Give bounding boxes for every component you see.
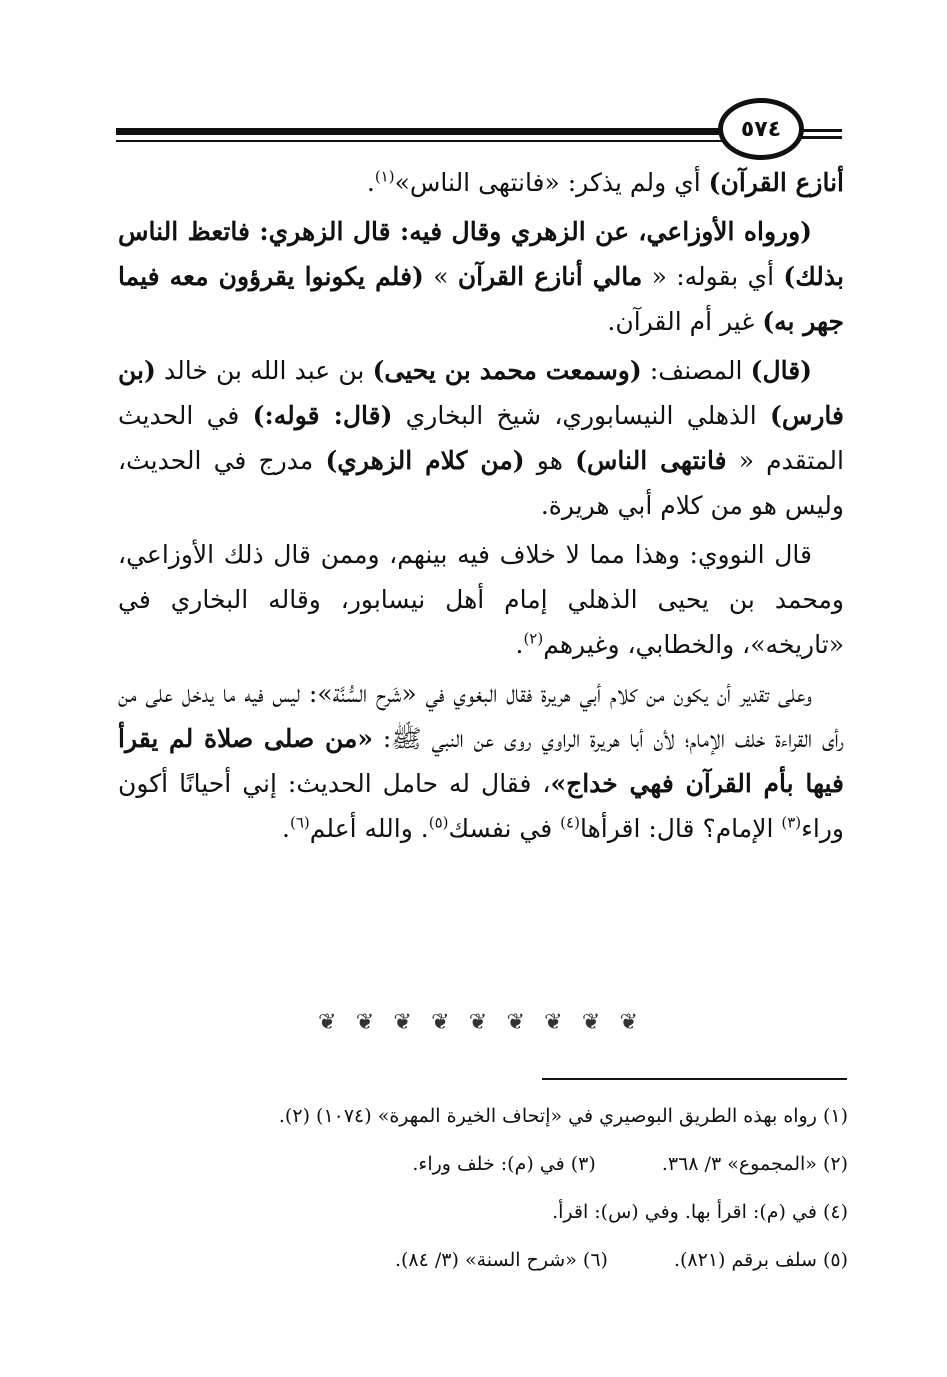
footnote-4: (٤) في (م): اقرأ بها. وفي (س): اقرأ.: [552, 1201, 848, 1223]
bold-segment: (ورواه الأوزاعي، عن الزهري وقال فيه: قال الزهري: فاتعظ الناس بذلك): [118, 217, 844, 291]
text-segment: مدرج في الحديث، وليس هو من كلام أبي هريرة.: [118, 446, 844, 520]
text-segment: بن عبد الله بن خالد: [155, 356, 373, 385]
bold-segment: مالي أنازع القرآن: [457, 262, 643, 291]
paragraph-4: [118, 532, 844, 667]
footnote-row: [180, 1092, 848, 1140]
text-segment: قال النووي: وهذا مما لا خلاف فيه بينهم، وممن قال ذلك الأوزاعي، ومحمد بن يحيى الذهلي إمام أهل نيسابور، وقاله البخاري في «تاريخه»، والخطابي، وغيرهم: [118, 540, 844, 659]
text-segment: »: [423, 262, 458, 291]
text-segment: الذهلي النيسابوري، شيخ البخاري: [392, 401, 771, 430]
text-segment: هو: [524, 446, 576, 475]
text-segment: أي بقوله: «: [642, 262, 784, 291]
paragraph-3: [118, 348, 844, 528]
ornament-icon: ❦: [431, 1009, 450, 1035]
footnote-ref: (١): [374, 167, 395, 186]
paragraph-5: [118, 671, 844, 851]
footnote-3: (٣) في (م): خلف وراء.: [412, 1153, 596, 1175]
header-rule-thin: [116, 140, 722, 142]
text-segment: الإمام؟ قال: اقرأها: [579, 814, 782, 843]
bold-segment: (قال): [750, 356, 813, 385]
bold-segment: (وسمعت محمد بن يحيى): [372, 356, 642, 385]
ornament-icon: ❦: [619, 1009, 638, 1035]
bold-segment: (بن فارس): [118, 356, 845, 430]
text-segment: ، فقال له حامل الحديث: إني أحيانًا أكون وراء: [118, 769, 844, 843]
ornament-icon: ❦: [318, 1009, 337, 1035]
footnote-separator: [542, 1078, 847, 1080]
ornament-icon: ❦: [393, 1009, 412, 1035]
ornament-icon: ❦: [506, 1009, 525, 1035]
text-segment: غير أم القرآن.: [607, 307, 763, 336]
text-segment: . والله أعلم: [309, 814, 429, 843]
footnote-1: (١) رواه بهذه الطريق البوصيري في «إتحاف الخيرة المهرة» (١٠٧٤) (٢).: [278, 1105, 848, 1127]
bold-segment: أنازع القرآن): [708, 168, 844, 197]
footnote-ref: (٦): [290, 813, 310, 832]
ornament-icon: ❦: [468, 1009, 488, 1035]
text-segment: وعلى تقدير أن يكون من كلام أبي هريرة فقال البغوي في «شَرح السُّنَّة»: ليس فيه ما يدخل على من رأى القراءة خلف الإمام؛ لأن أبا هريرة الراوي روى عن النبي ﷺ:: [118, 679, 844, 753]
header-rule-right-lower: [800, 136, 842, 139]
bold-segment: (من كلام الزهري): [325, 446, 525, 475]
ornament-icon: ❦: [581, 1009, 601, 1035]
text-segment: المصنف:: [641, 356, 751, 385]
footnote-6: (٦) «شرح السنة» (٣/ ٨٤).: [394, 1249, 608, 1271]
page-number: ٥٧٤: [740, 116, 782, 142]
bold-segment: فانتهى الناس): [575, 446, 727, 475]
text-segment: .: [282, 814, 290, 843]
footnote-ref: (٣): [781, 813, 802, 832]
footnote-ref: (٥): [428, 813, 449, 832]
bold-segment: (قال: قوله:): [252, 401, 393, 430]
bold-segment: (فلم يكونوا يقرؤون معه فيما جهر به): [118, 262, 844, 336]
ornament-icon: ❦: [355, 1009, 375, 1035]
header-rule: [116, 128, 722, 135]
text-segment: أي ولم يذكر: «فانتهى الناس»: [394, 168, 709, 197]
footnote-ref: (٤): [560, 813, 580, 832]
footnote-row: [180, 1236, 848, 1284]
text-segment: .: [366, 168, 375, 197]
text-segment: .: [515, 630, 524, 659]
footnote-row: [180, 1140, 848, 1188]
footnote-ref: (٢): [523, 629, 544, 648]
text-segment: في الحديث المتقدم «: [118, 401, 844, 475]
bold-segment: «من صلى صلاة لم يقرأ فيها بأم القرآن فهي خداج»: [118, 724, 844, 798]
paragraph-1: [118, 160, 844, 205]
footnote-row: [180, 1188, 848, 1236]
page-number-badge: [718, 98, 804, 160]
ornament-icon: ❦: [544, 1009, 563, 1035]
section-ornament: [318, 1007, 638, 1037]
paragraph-2: [118, 209, 844, 344]
footnote-5: (٥) سلف برقم (٨٢١).: [673, 1249, 848, 1271]
footnote-2: (٢) «المجموع» ٣/ ٣٦٨.: [661, 1153, 848, 1175]
header-rule-right-upper: [800, 129, 842, 132]
text-segment: في نفسك: [448, 814, 561, 843]
footnotes: [180, 1092, 848, 1284]
main-text: [118, 160, 844, 855]
